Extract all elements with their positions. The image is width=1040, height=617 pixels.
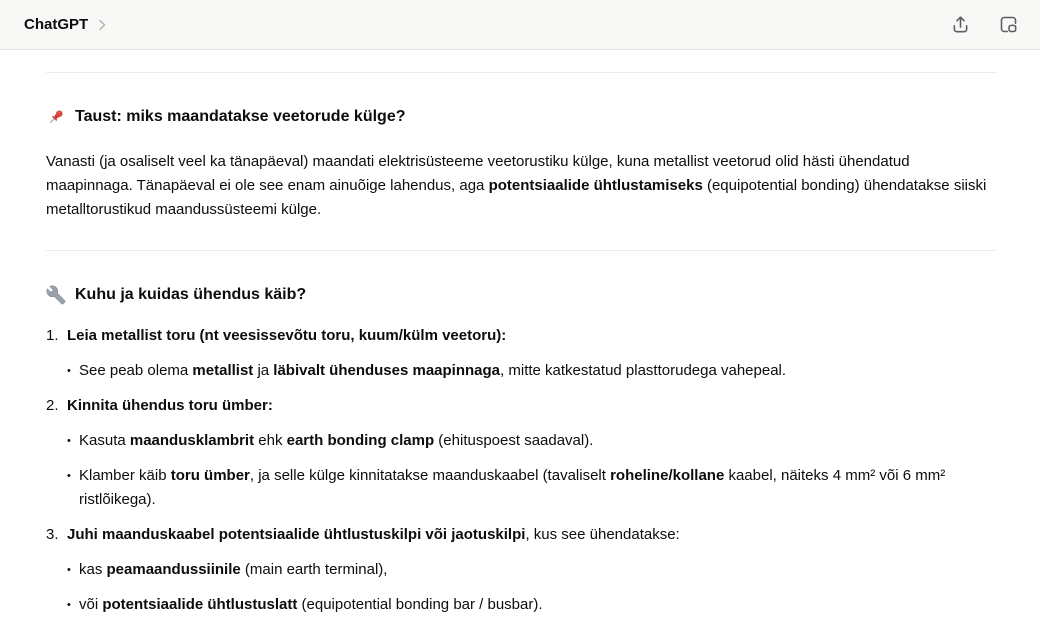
bullet-text: Klamber käib toru ümber, ja selle külge kinnitatakse maanduskaabel (tavaliselt roheline/kollane kaabel, näiteks 4 mm² või 6 mm² ristlõikega).: [79, 467, 946, 508]
list-number: 1.: [46, 327, 59, 344]
list-item-title: Leia metallist toru (nt veesissevõtu toru, kuum/külm veetoru):: [67, 327, 507, 344]
bullet-marker: •: [67, 564, 71, 576]
conversation-title-group[interactable]: [24, 16, 110, 33]
list-item-title: Juhi maanduskaabel potentsiaalide ühtlustuskilpi või jaotuskilpi, kus see ühendatakse:: [67, 526, 680, 543]
list-number: 3.: [46, 526, 59, 543]
bullet-text: kas peamaandussiinile (main earth terminal),: [79, 561, 388, 578]
section-heading-kuhu: [46, 284, 997, 306]
bullet-text: Kasuta maandusklambrit ehk earth bonding clamp (ehituspoest saadaval).: [79, 432, 594, 449]
list-item: [46, 523, 997, 617]
section-divider: [46, 72, 997, 73]
bullet-marker: •: [67, 599, 71, 611]
open-canvas-button[interactable]: [992, 9, 1024, 41]
bullet-text: See peab olema metallist ja läbivalt ühenduses maapinnaga, mitte katkestatud plasttorudega vahepeal.: [79, 362, 787, 379]
bullet-item: [67, 558, 997, 582]
bullet-marker: •: [67, 365, 71, 377]
chevron-right-icon: [94, 17, 110, 33]
list-item-title: Kinnita ühendus toru ümber:: [67, 397, 273, 414]
bullet-item: [67, 593, 997, 617]
bullet-marker: •: [67, 470, 71, 482]
bullet-marker: •: [67, 435, 71, 447]
section-heading-text: Kuhu ja kuidas ühendus käib?: [75, 286, 307, 303]
list-item: [46, 394, 997, 512]
assistant-message: [0, 50, 1040, 617]
bullet-item: [67, 359, 997, 383]
bullet-sublist: [67, 359, 997, 383]
app-title: ChatGPT: [24, 16, 89, 33]
intro-paragraph: Vanasti (ja osaliselt veel ka tänapäeval) maandati elektrisüsteeme veetorustiku külge, kuna metallist veetorud olid hästi ühendatud maapinnaga. Tänapäeval ei ole see enam ainuõige lahendus, aga potentsiaalide ühtlustamiseks (equipotential bonding) ühendatakse siiski metalltorustikud maandussüsteemi külge.: [46, 153, 987, 218]
list-number: 2.: [46, 397, 59, 414]
share-upload-icon: [950, 14, 971, 35]
bullet-text: või potentsiaalide ühtlustuslatt (equipotential bonding bar / busbar).: [79, 596, 543, 613]
bullet-sublist: [67, 429, 997, 512]
top-bar: [0, 0, 1040, 50]
numbered-list: [46, 324, 997, 617]
pushpin-icon: [46, 107, 66, 127]
bullet-item: [67, 429, 997, 453]
share-button[interactable]: [944, 9, 976, 41]
section-divider: [46, 250, 997, 251]
bullet-item: [67, 464, 997, 512]
list-item: [46, 324, 997, 383]
wrench-icon: [46, 285, 66, 305]
overlapping-windows-icon: [998, 14, 1019, 35]
section-heading-taust: [46, 106, 997, 128]
bullet-sublist: [67, 558, 997, 617]
section-heading-text: Taust: miks maandatakse veetorude külge?: [75, 108, 406, 125]
topbar-actions: [944, 9, 1024, 41]
